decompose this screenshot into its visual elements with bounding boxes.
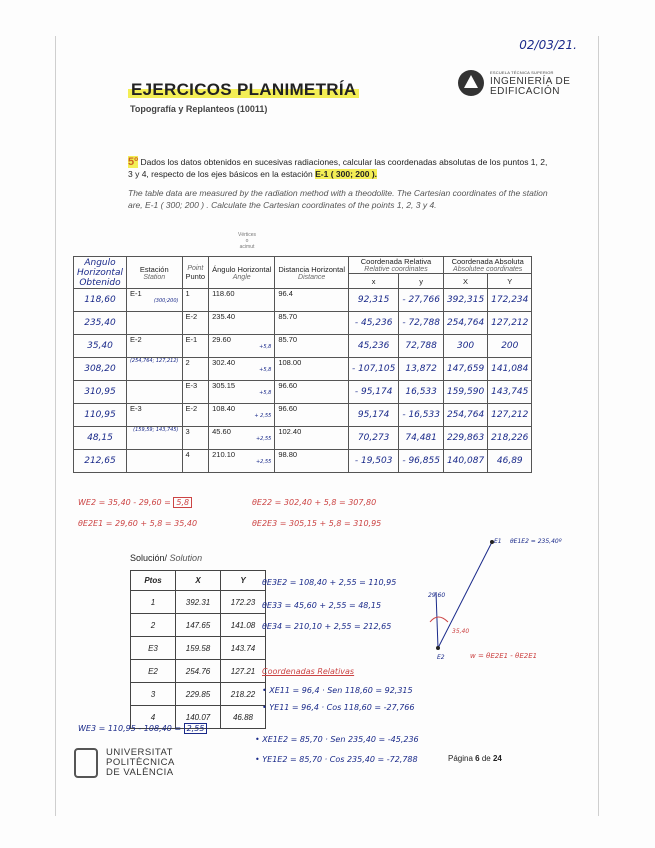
course-subtitle: Topografía y Replanteos (10011) xyxy=(130,104,268,114)
table-row: 118,60 E-1 (300;200) 1 118.60 96.4 92,315 - 27,766 392,315 172,234 xyxy=(74,289,532,312)
sketch-north-line xyxy=(436,592,438,648)
sketch-angle-arc xyxy=(430,617,448,622)
problem-text-es: Dados los datos obtenidos en sucesivas radiaciones, calcular las coordenadas absolutas de los puntos 1, 2, 3 y 4, respecto de los ejes básicos en la estación xyxy=(128,157,548,179)
handwritten-vertices-note: Vértices o acimut xyxy=(238,232,257,250)
header-Y: Y xyxy=(488,274,532,289)
solution-row: 3 229.85 218.22 xyxy=(131,683,266,706)
page-number: Página 6 de 24 xyxy=(448,754,502,763)
upv-seal-icon xyxy=(74,748,98,778)
header-absoluta: Coordenada Absoluta Absolutee coordinates xyxy=(443,257,531,274)
calc-theta-e3e2: θE3E2 = 108,40 + 2,55 = 110,95 xyxy=(262,578,397,587)
header-y: y xyxy=(399,274,444,289)
solution-row: E2 254.76 127.21 xyxy=(131,660,266,683)
table-row: 35,40 E-2 E-1 29.60 +5,8 85.70 45,236 72,788 300 200 xyxy=(74,335,532,358)
calc-w-e3: WE3 = 110,95 - 108,40 = 2,55 xyxy=(78,724,207,733)
problem-statement xyxy=(128,156,553,180)
table-row: 235,40 E-2 235.40 85.70 - 45,236 - 72,788 254,764 127,212 xyxy=(74,312,532,335)
header-relativa: Coordenada Relativa Relative coordinates xyxy=(349,257,444,274)
header-angulo-obtenido: Angulo Horizontal Obtenido xyxy=(74,257,127,289)
table-row: 212,65 4 210.10 +2,55 98.80 - 19,503 - 96,855 140,087 46,89 xyxy=(74,450,532,473)
upv-line-1: UNIVERSITAT xyxy=(106,747,173,758)
table-row: 308,20 (254,764; 127,212) 2 302.40 +5,8 108.00 - 107,105 13,872 147,659 141,084 xyxy=(74,358,532,381)
calc-ye1: • YE11 = 96,4 · Cos 118,60 = -27,766 xyxy=(262,703,415,712)
calc-theta-2: θE22 = 302,40 + 5,8 = 307,80 xyxy=(252,498,377,507)
solution-row: E3 159.58 143.74 xyxy=(131,637,266,660)
calc-w-e2: WE2 = 35,40 - 29,60 = 5,8 xyxy=(78,498,192,507)
solution-row: 4 140.07 46.88 xyxy=(131,706,266,729)
upv-line-3: DE VALÈNCIA xyxy=(106,767,174,778)
problem-statement-en: The table data are measured by the radiation method with a theodolite. The Cartesian coordinates of the station are, E-1 ( 300; 200 ) . Calculate the Cartesian coordinates of the points 1, 2, 3 y 4. xyxy=(128,188,548,210)
problem-number: 5º xyxy=(128,156,139,168)
solution-table xyxy=(130,570,266,729)
table-row: 110,95 E-3 E-2 108.40 + 2,55 96.60 95,174 - 16,533 254,764 127,212 xyxy=(74,404,532,427)
handwritten-date: 02/03/21. xyxy=(519,38,577,52)
header-distancia: Distancia Horizontal Distance xyxy=(275,257,349,289)
calc-theta-e3-4: θE34 = 210,10 + 2,55 = 212,65 xyxy=(262,622,392,631)
sketch-label-2960: 29,60 xyxy=(428,592,446,599)
sol-header-x: X xyxy=(176,571,221,591)
etsie-logo xyxy=(458,70,573,102)
sketch-label-theta: θE1E2 = 235,40º xyxy=(510,538,562,545)
radiation-data-table xyxy=(73,256,532,473)
page-edge-left xyxy=(55,36,56,816)
solution-title: Solución/ Solution xyxy=(130,553,203,563)
calc-theta-e1: θE2E1 = 29,60 + 5,8 = 35,40 xyxy=(78,519,198,528)
logo-small-text: ESCUELA TÉCNICA SUPERIOR xyxy=(490,70,554,75)
upv-line-2: POLITÈCNICA xyxy=(106,757,175,768)
table-row: 310,95 E-3 305.15 +5,8 96.60 - 95,174 16,533 159,590 143,745 xyxy=(74,381,532,404)
sketch-formula: w = θE2E1 - θE2E1 xyxy=(470,652,538,660)
upv-logo xyxy=(74,746,194,782)
table-row: 48,15 (159,59; 143,745) 3 45.60 +2,55 102.40 70,273 74,481 229,863 218,226 xyxy=(74,427,532,450)
page-title: EJERCICOS PLANIMETRÍA xyxy=(128,80,359,100)
sol-header-y: Y xyxy=(221,571,266,591)
header-X: X xyxy=(443,274,487,289)
calc-theta-e3: θE2E3 = 305,15 + 5,8 = 310,95 xyxy=(252,519,382,528)
page-edge-right xyxy=(598,36,599,816)
header-estacion: Estación Station xyxy=(126,257,182,289)
solution-row: 1 392.31 172.23 xyxy=(131,591,266,614)
header-punto: Point Punto xyxy=(182,257,209,289)
logo-mark-icon xyxy=(458,70,484,96)
sol-header-ptos: Ptos xyxy=(131,571,176,591)
calc-coord-title: Coordenadas Relativas xyxy=(262,667,355,676)
sketch-e2-point xyxy=(436,646,440,650)
station-coordinates: E-1 ( 300; 200 ). xyxy=(315,169,378,179)
logo-line-2: EDIFICACIÓN xyxy=(490,86,560,97)
logo-line-1: INGENIERÍA DE xyxy=(490,76,571,87)
header-x: x xyxy=(349,274,399,289)
calc-xe1: • XE11 = 96,4 · Sen 118,60 = 92,315 xyxy=(262,686,413,695)
calc-theta-e3-3: θE33 = 45,60 + 2,55 = 48,15 xyxy=(262,601,382,610)
sketch-label-e1: E1 xyxy=(494,538,502,545)
solution-row: 2 147.65 141.08 xyxy=(131,614,266,637)
sketch-label-e2: E2 xyxy=(437,654,445,661)
calc-xe2: • XE1E2 = 85,70 · Sen 235,40 = -45,236 xyxy=(255,735,419,744)
header-angulo: Ángulo Horizontal Angle xyxy=(209,257,275,289)
calc-ye2: • YE1E2 = 85,70 · Cos 235,40 = -72,788 xyxy=(255,755,418,764)
sketch-label-3540: 35,40 xyxy=(452,628,470,635)
